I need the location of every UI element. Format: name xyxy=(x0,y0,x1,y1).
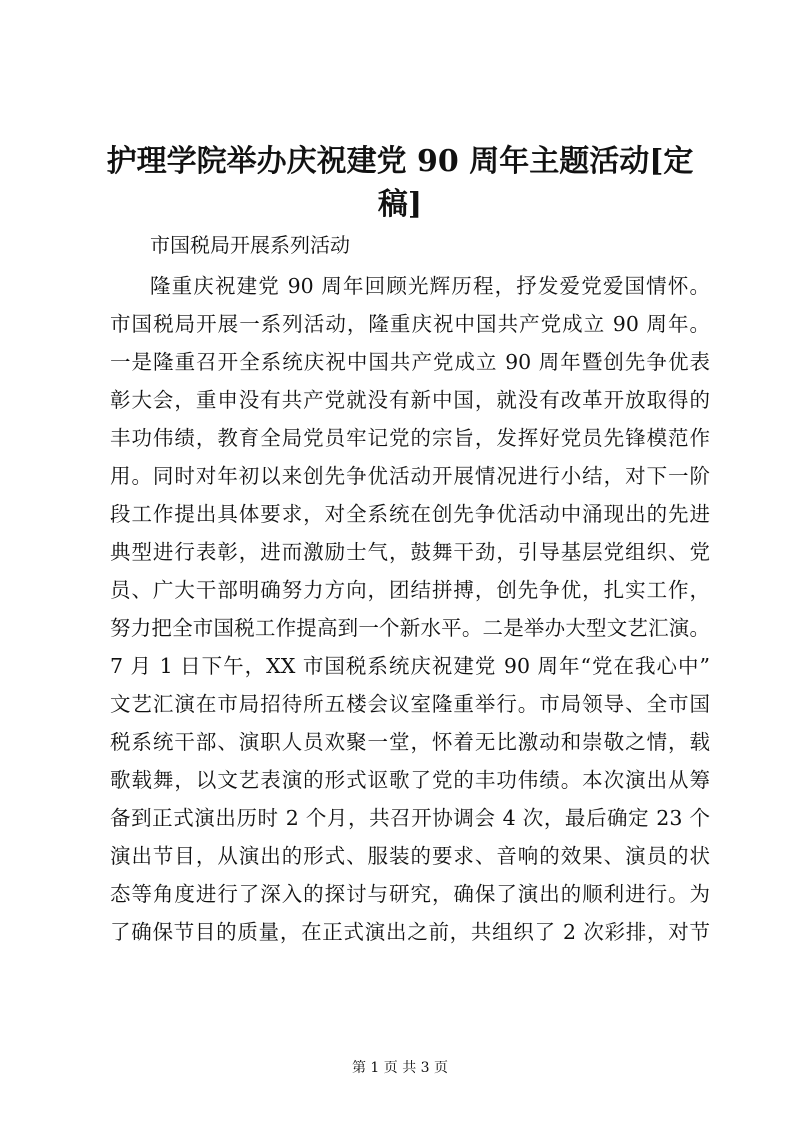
section-subheading: 市国税局开展系列活动 xyxy=(150,233,350,257)
text-line: 税系统干部、演职人员欢聚一堂，怀着无比激动和崇敬之情，载 xyxy=(110,730,710,754)
text-line: 彰大会，重申没有共产党就没有新中国，就没有改革开放取得的 xyxy=(110,388,710,412)
title-line-2: 稿] xyxy=(377,187,423,222)
text-line: 隆重庆祝建党 90 周年回顾光辉历程，抒发爱党爱国情怀。 xyxy=(150,274,710,298)
text-line: 歌载舞，以文艺表演的形式讴歌了党的丰功伟绩。本次演出从筹 xyxy=(110,768,710,792)
text-line: 一是隆重召开全系统庆祝中国共产党成立 90 周年暨创先争优表 xyxy=(110,350,710,374)
text-line: 丰功伟绩，教育全局党员牢记党的宗旨，发挥好党员先锋模范作 xyxy=(110,426,710,450)
text-line: 努力把全市国税工作提高到一个新水平。二是举办大型文艺汇演。 xyxy=(110,616,710,640)
text-line: 了确保节目的质量，在正式演出之前，共组织了 2 次彩排，对节 xyxy=(110,920,710,944)
text-line: 典型进行表彰，进而激励士气，鼓舞干劲，引导基层党组织、党 xyxy=(110,540,710,564)
text-line: 员、广大干部明确努力方向，团结拼搏，创先争优，扎实工作， xyxy=(110,578,710,602)
body-text xyxy=(110,267,710,951)
text-line: 备到正式演出历时 2 个月，共召开协调会 4 次，最后确定 23 个 xyxy=(110,806,710,830)
text-line: 7 月 1 日下午，XX 市国税系统庆祝建党 90 周年“党在我心中” xyxy=(110,654,710,678)
text-line: 段工作提出具体要求，对全系统在创先争优活动中涌现出的先进 xyxy=(110,502,710,526)
page-footer: 第 1 页 共 3 页 xyxy=(351,1060,449,1076)
text-line: 文艺汇演在市局招待所五楼会议室隆重举行。市局领导、全市国 xyxy=(110,692,710,716)
text-line: 用。同时对年初以来创先争优活动开展情况进行小结，对下一阶 xyxy=(110,464,710,488)
text-line: 态等角度进行了深入的探讨与研究，确保了演出的顺利进行。为 xyxy=(110,882,710,906)
document-title xyxy=(100,140,700,226)
text-line: 市国税局开展一系列活动，隆重庆祝中国共产党成立 90 周年。 xyxy=(110,312,710,336)
text-line: 演出节目，从演出的形式、服装的要求、音响的效果、演员的状 xyxy=(110,844,710,868)
title-line-1: 护理学院举办庆祝建党 90 周年主题活动[定 xyxy=(106,144,694,179)
